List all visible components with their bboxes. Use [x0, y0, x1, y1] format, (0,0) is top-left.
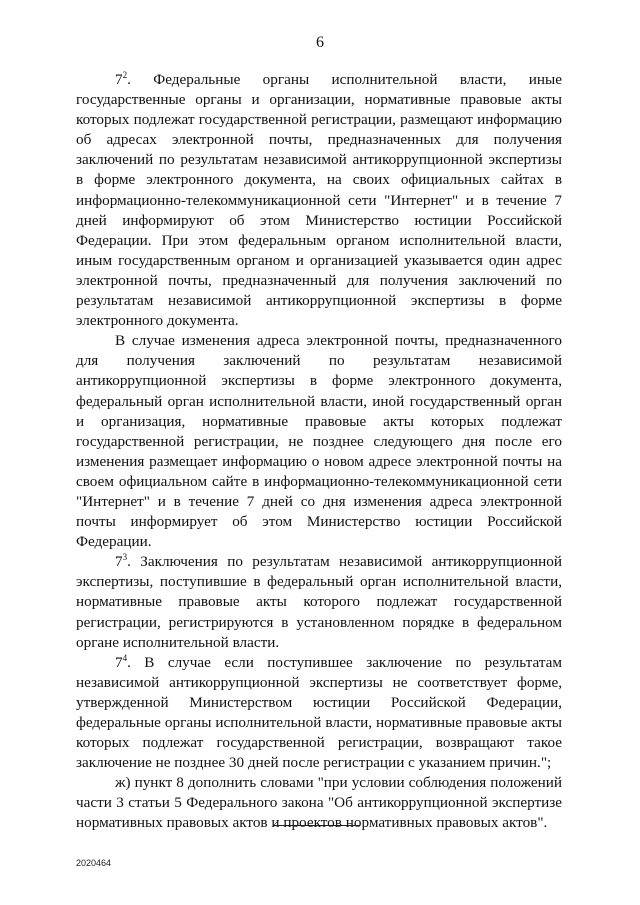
document-code: 2020464: [76, 858, 112, 868]
clause-number: $7^2$.: [115, 70, 131, 88]
page-number: 6: [316, 34, 324, 51]
clause-number: $7^4$.: [115, 652, 131, 671]
paragraph-7-3: [76, 552, 562, 652]
end-separator-line: [274, 825, 360, 826]
paragraph-text: В случае если поступившее заключение по результатам независимой антикоррупционной экспертизы не соответствует форме, утвержденной Министерством юстиции Российской Федерации, федеральные органы исполнительной власти, нормативные правовые акты которых подлежат государственной регистрации, возвращают такое заключение не позднее 30 дней после регистрации с указанием причин.";: [76, 653, 562, 772]
paragraph-text: Федеральные органы исполнительной власти, иные государственные органы и организации, нормативные правовые акты которых подлежат государственной регистрации, размещают информацию об адресах электронной почты, предназначенных для получения заключений по результатам независимой антикоррупционной экспертизы в форме электронного документа, на своих официальных сайтах в информационно-телекоммуникационной сети "Интернет" и в течение 7 дней информируют об этом Министерство юстиции Российской Федерации. При этом федеральным органом исполнительной власти, иным государственным органом и организацией указывается один адрес электронной почты, предназначенный для получения заключений по результатам независимой антикоррупционной экспертизы в форме электронного документа.: [76, 71, 562, 330]
paragraph-text: ж) пункт 8 дополнить словами "при условии соблюдения положений части 3 статьи 5 Федерального закона "Об антикоррупционной экспертизе нормативных правовых актов и проектов нормативных правовых актов".: [76, 774, 562, 832]
paragraph-text: В случае изменения адреса электронной почты, предназначенного для получения заключений по результатам независимой антикоррупционной экспертизы в форме электронного документа, федеральный орган исполнительной власти, иной государственный орган и организация, нормативные правовые акты которых подлежат государственной регистрации, не позднее следующего дня после его изменения размещает информацию о новом адресе электронной почты на своем официальном сайте в информационно-телекоммуникационной сети "Интернет" и в течение 7 дней со дня изменения адреса электронной почты информирует об этом Министерство юстиции Российской Федерации.: [76, 332, 562, 551]
paragraph-text: Заключения по результатам независимой антикоррупционной экспертизы, поступившие в федеральный орган исполнительной власти, нормативные правовые акты которого подлежат государственной регистрации, регистрируются в установленном порядке в федеральном органе исполнительной власти.: [76, 553, 562, 651]
paragraph-email-change: [76, 331, 562, 552]
clause-number: $7^3$.: [115, 552, 131, 571]
body-text: [76, 70, 562, 834]
paragraph-7-2: [76, 70, 562, 331]
paragraph-7-4: [76, 653, 562, 774]
